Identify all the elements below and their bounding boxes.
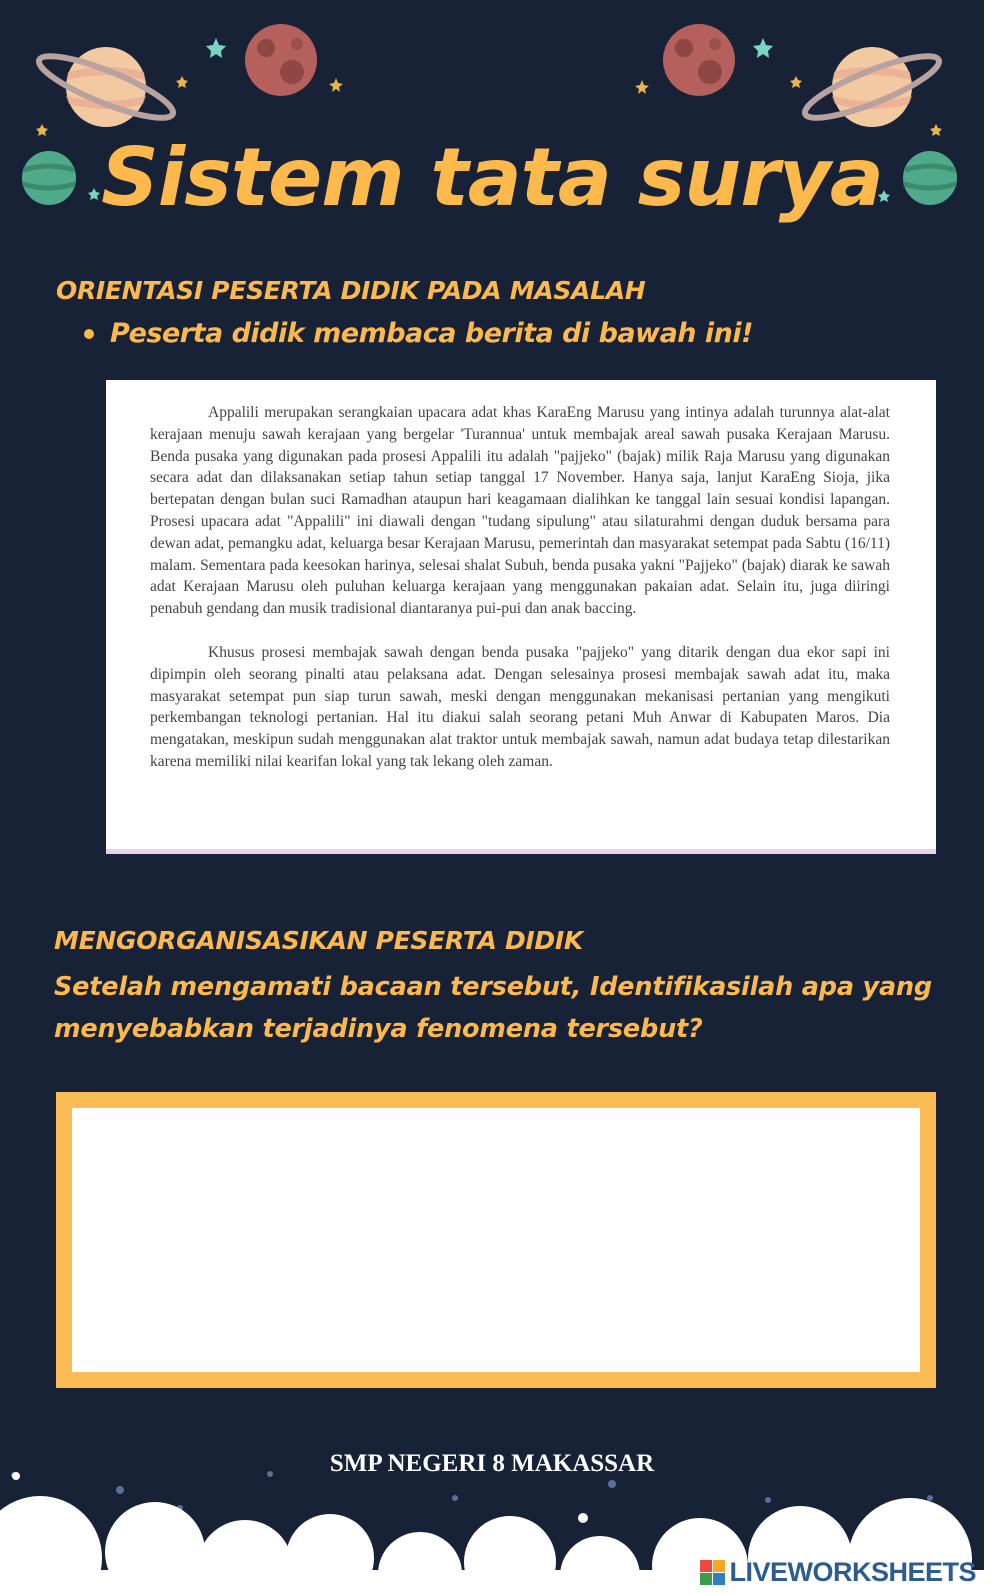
orientation-bullet-text: Peserta didik membaca berita di bawah ini! xyxy=(110,318,753,349)
bullet-dot-icon xyxy=(84,329,94,339)
news-paragraph-2: Khusus prosesi membajak sawah dengan benda pusaka "pajjeko" yang ditarik dengan dua ekor sapi ini dipimpin oleh seorang pinalti atau pelaksana adat. Dengan selesainya prosesi membajak sawah adat itu, maka masyarakat setempat pun siap turun sawah, meski dengan menggunakan mekanisasi pertanian yang mengikuti perkembangan teknologi pertanian. Hal itu diakui salah seorang petani Muh Anwar di Kabupaten Maros. Dia mengatakan, meskipun sudah menggunakan alat traktor untuk membajak sawah, namun adat budaya tetap dilestarikan karena memiliki nilai kearifan lokal yang tak lekang oleh zaman. xyxy=(150,643,890,770)
school-name: SMP NEGERI 8 MAKASSAR xyxy=(329,1450,655,1477)
answer-input[interactable] xyxy=(72,1108,920,1372)
organize-heading: MENGORGANISASIKAN PESERTA DIDIK xyxy=(54,926,583,955)
planet-icon-left xyxy=(245,24,317,96)
brand-text: LIVEWORKSHEETS xyxy=(729,1557,976,1587)
organize-question: Setelah mengamati bacaan tersebut, Identifikasilah apa yang menyebabkan terjadinya fenomena tersebut? xyxy=(54,972,932,1044)
planet-icon-right xyxy=(663,24,735,96)
liveworksheets-logo-icon xyxy=(700,1560,725,1585)
news-paragraph-1: Appalili merupakan serangkaian upacara adat khas KaraEng Marusu yang intinya adalah turunnya alat-alat kerajaan menuju sawah kerajaan yang bergelar 'Turannua' untuk membajak areal sawah pusaka Kerajaan Marusu. Benda pusaka yang digunakan pada prosesi Appalili itu adalah "pajjeko" (bajak) milik Raja Marusu yang digunakan secara adat dan dilaksanakan setiap tahun setiap tanggal 17 November. Hanya saja, lanjut KaraEng Sioja, jika bertepatan dengan bulan suci Ramadhan ataupun hari keagamaan dialihkan ke tanggal lain sesuai kondisi lapangan. Prosesi upacara adat "Appalili" ini diawali dengan "tudang sipulung" atau silaturahmi dengan duduk bersama para dewan adat, pemangku adat, keluarga besar Kerajaan Marusu, pemerintah dan masyarakat setempat pada Sabtu (16/11) malam. Sementara pada keesokan harinya, selesai shalat Subuh, benda pusaka yakni "Pajjeko" (bajak) diarak ke sawah adat Kerajaan Marusu oleh puluhan keluarga kerajaan yang menggunakan pakaian adat. Selain itu, juga diiringi penabuh gendang dan musik tradisional diantaranya pui-pui dan anak baccing. xyxy=(150,404,890,618)
saturn-icon-right xyxy=(799,45,945,129)
liveworksheets-brand[interactable] xyxy=(700,1557,976,1588)
news-article xyxy=(106,380,936,854)
page-edge xyxy=(984,0,1000,1594)
saturn-icon-left xyxy=(33,45,179,129)
orientation-heading: ORIENTASI PESERTA DIDIK PADA MASALAH xyxy=(56,276,646,305)
page-title: Sistem tata surya xyxy=(101,131,883,224)
orientation-bullet xyxy=(84,318,753,349)
answer-box xyxy=(56,1092,936,1388)
